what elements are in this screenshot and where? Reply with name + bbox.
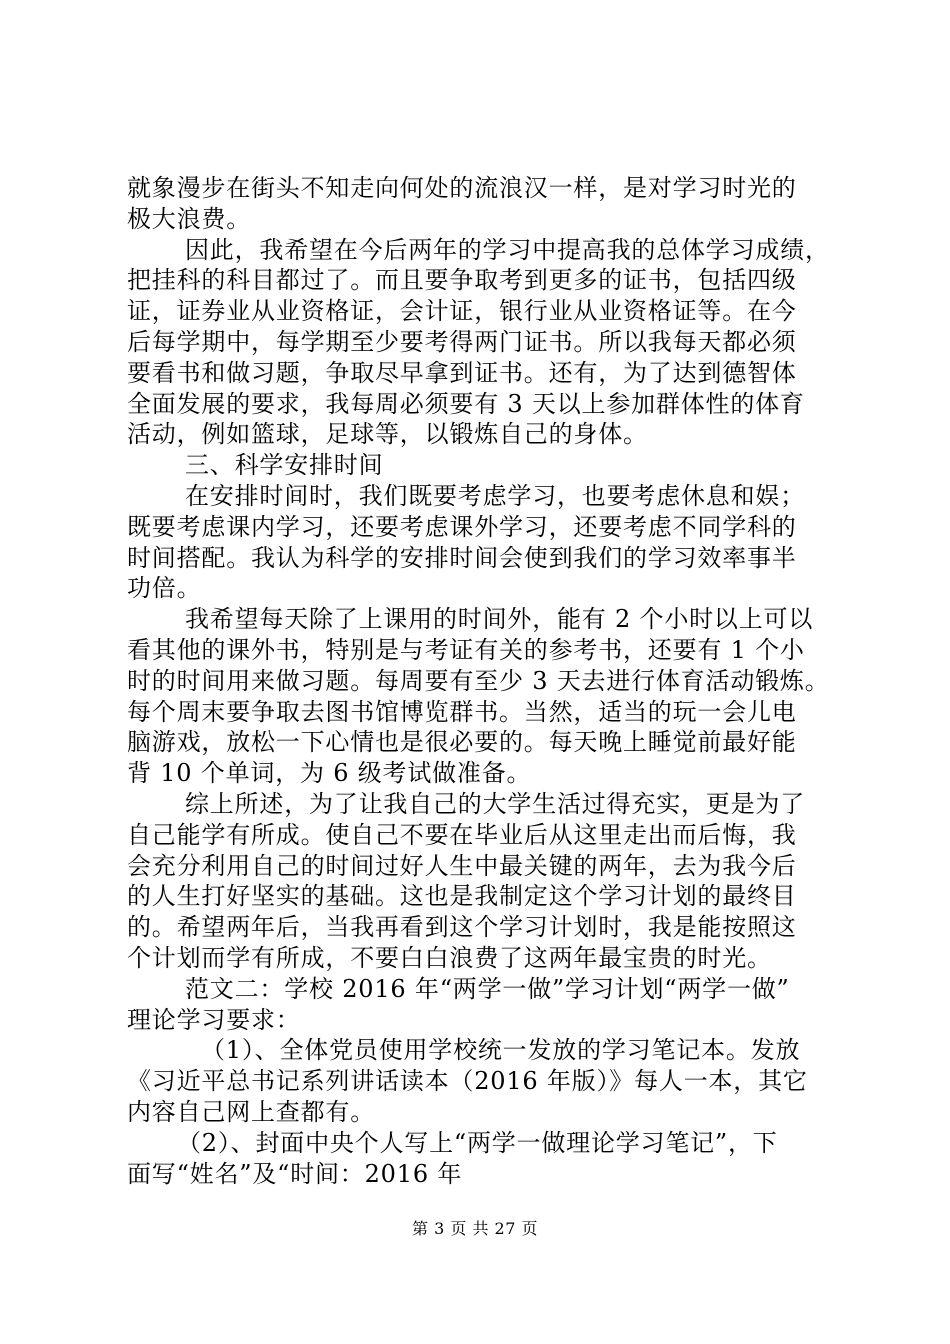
paragraph-start: 在安排时间时，我们既要考虑学习，也要考虑休息和娱； [185, 481, 805, 510]
text-line: 看其他的课外书，特别是与考证有关的参考书，还要有 1 个小 [127, 635, 805, 664]
paragraph-start: 综上所述，为了让我自己的大学生活过得充实，更是为了 [185, 789, 805, 818]
paragraph-start: 我希望每天除了上课用的时间外，能有 2 个小时以上可以 [185, 605, 814, 634]
text-line: 时的时间用来做习题。每周要有至少 3 天去进行体育活动锻炼。 [127, 666, 830, 695]
text-line: 时间搭配。我认为科学的安排时间会使到我们的学习效率事半 [127, 543, 797, 572]
text-line: 理论学习要求： [127, 1005, 301, 1034]
text-line: 会充分利用自己的时间过好人生中最关键的两年，去为我今后 [127, 851, 797, 880]
text-line: 证，证券业从业资格证，会计证，银行业从业资格证等。在今 [127, 297, 797, 326]
text-line: 每个周末要争取去图书馆博览群书。当然，适当的玩一会儿电 [127, 697, 797, 726]
text-line: 《习近平总书记系列讲话读本（2016 年版）》每人一本，其它 [127, 1067, 808, 1096]
text-line: 的。希望两年后，当我再看到这个学习计划时，我是能按照这 [127, 913, 797, 942]
section-heading: 三、科学安排时间 [185, 451, 384, 480]
text-line: 的人生打好坚实的基础。这也是我制定这个学习计划的最终目 [127, 882, 797, 911]
text-line: 内容自己网上查都有。 [127, 1097, 375, 1126]
text-line: 面写“姓名”及“时间：2016 年 [127, 1159, 463, 1188]
paragraph-start: 因此，我希望在今后两年的学习中提高我的总体学习成绩， [185, 235, 830, 264]
text-line: 极大浪费。 [127, 204, 251, 233]
text-line: 背 10 个单词，为 6 级考试做准备。 [127, 759, 532, 788]
text-line: 活动，例如篮球，足球等，以锻炼自己的身体。 [127, 420, 648, 449]
text-line: 自己能学有所成。使自己不要在毕业后从这里走出而后悔，我 [127, 820, 797, 849]
text-line: 功倍。 [127, 574, 202, 603]
text-line: 要看书和做习题，争取尽早拿到证书。还有，为了达到德智体 [127, 358, 797, 387]
text-line: 把挂科的科目都过了。而且要争取考到更多的证书，包括四级 [127, 266, 797, 295]
list-item-start: （2）、封面中央个人写上“两学一做理论学习笔记”，下 [177, 1128, 778, 1157]
paragraph-start: 范文二：学校 2016 年“两学一做”学习计划“两学一做” [185, 974, 790, 1003]
text-line: 后每学期中，每学期至少要考得两门证书。所以我每天都必须 [127, 327, 797, 356]
text-line: 就象漫步在街头不知走向何处的流浪汉一样，是对学习时光的 [127, 174, 797, 202]
text-line: 既要考虑课内学习，还要考虑课外学习，还要考虑不同学科的 [127, 512, 797, 541]
text-line: 脑游戏，放松一下心情也是很必要的。每天晚上睡觉前最好能 [127, 728, 797, 757]
document-body [127, 173, 832, 1189]
list-item-start: （1）、全体党员使用学校统一发放的学习笔记本。发放 [201, 1036, 801, 1065]
page-number-footer: 第 3 页 共 27 页 [412, 1219, 538, 1238]
text-line: 全面发展的要求，我每周必须要有 3 天以上参加群体性的体育 [127, 389, 805, 418]
text-line: 个计划而学有所成，不要白白浪费了这两年最宝贵的时光。 [127, 943, 772, 972]
